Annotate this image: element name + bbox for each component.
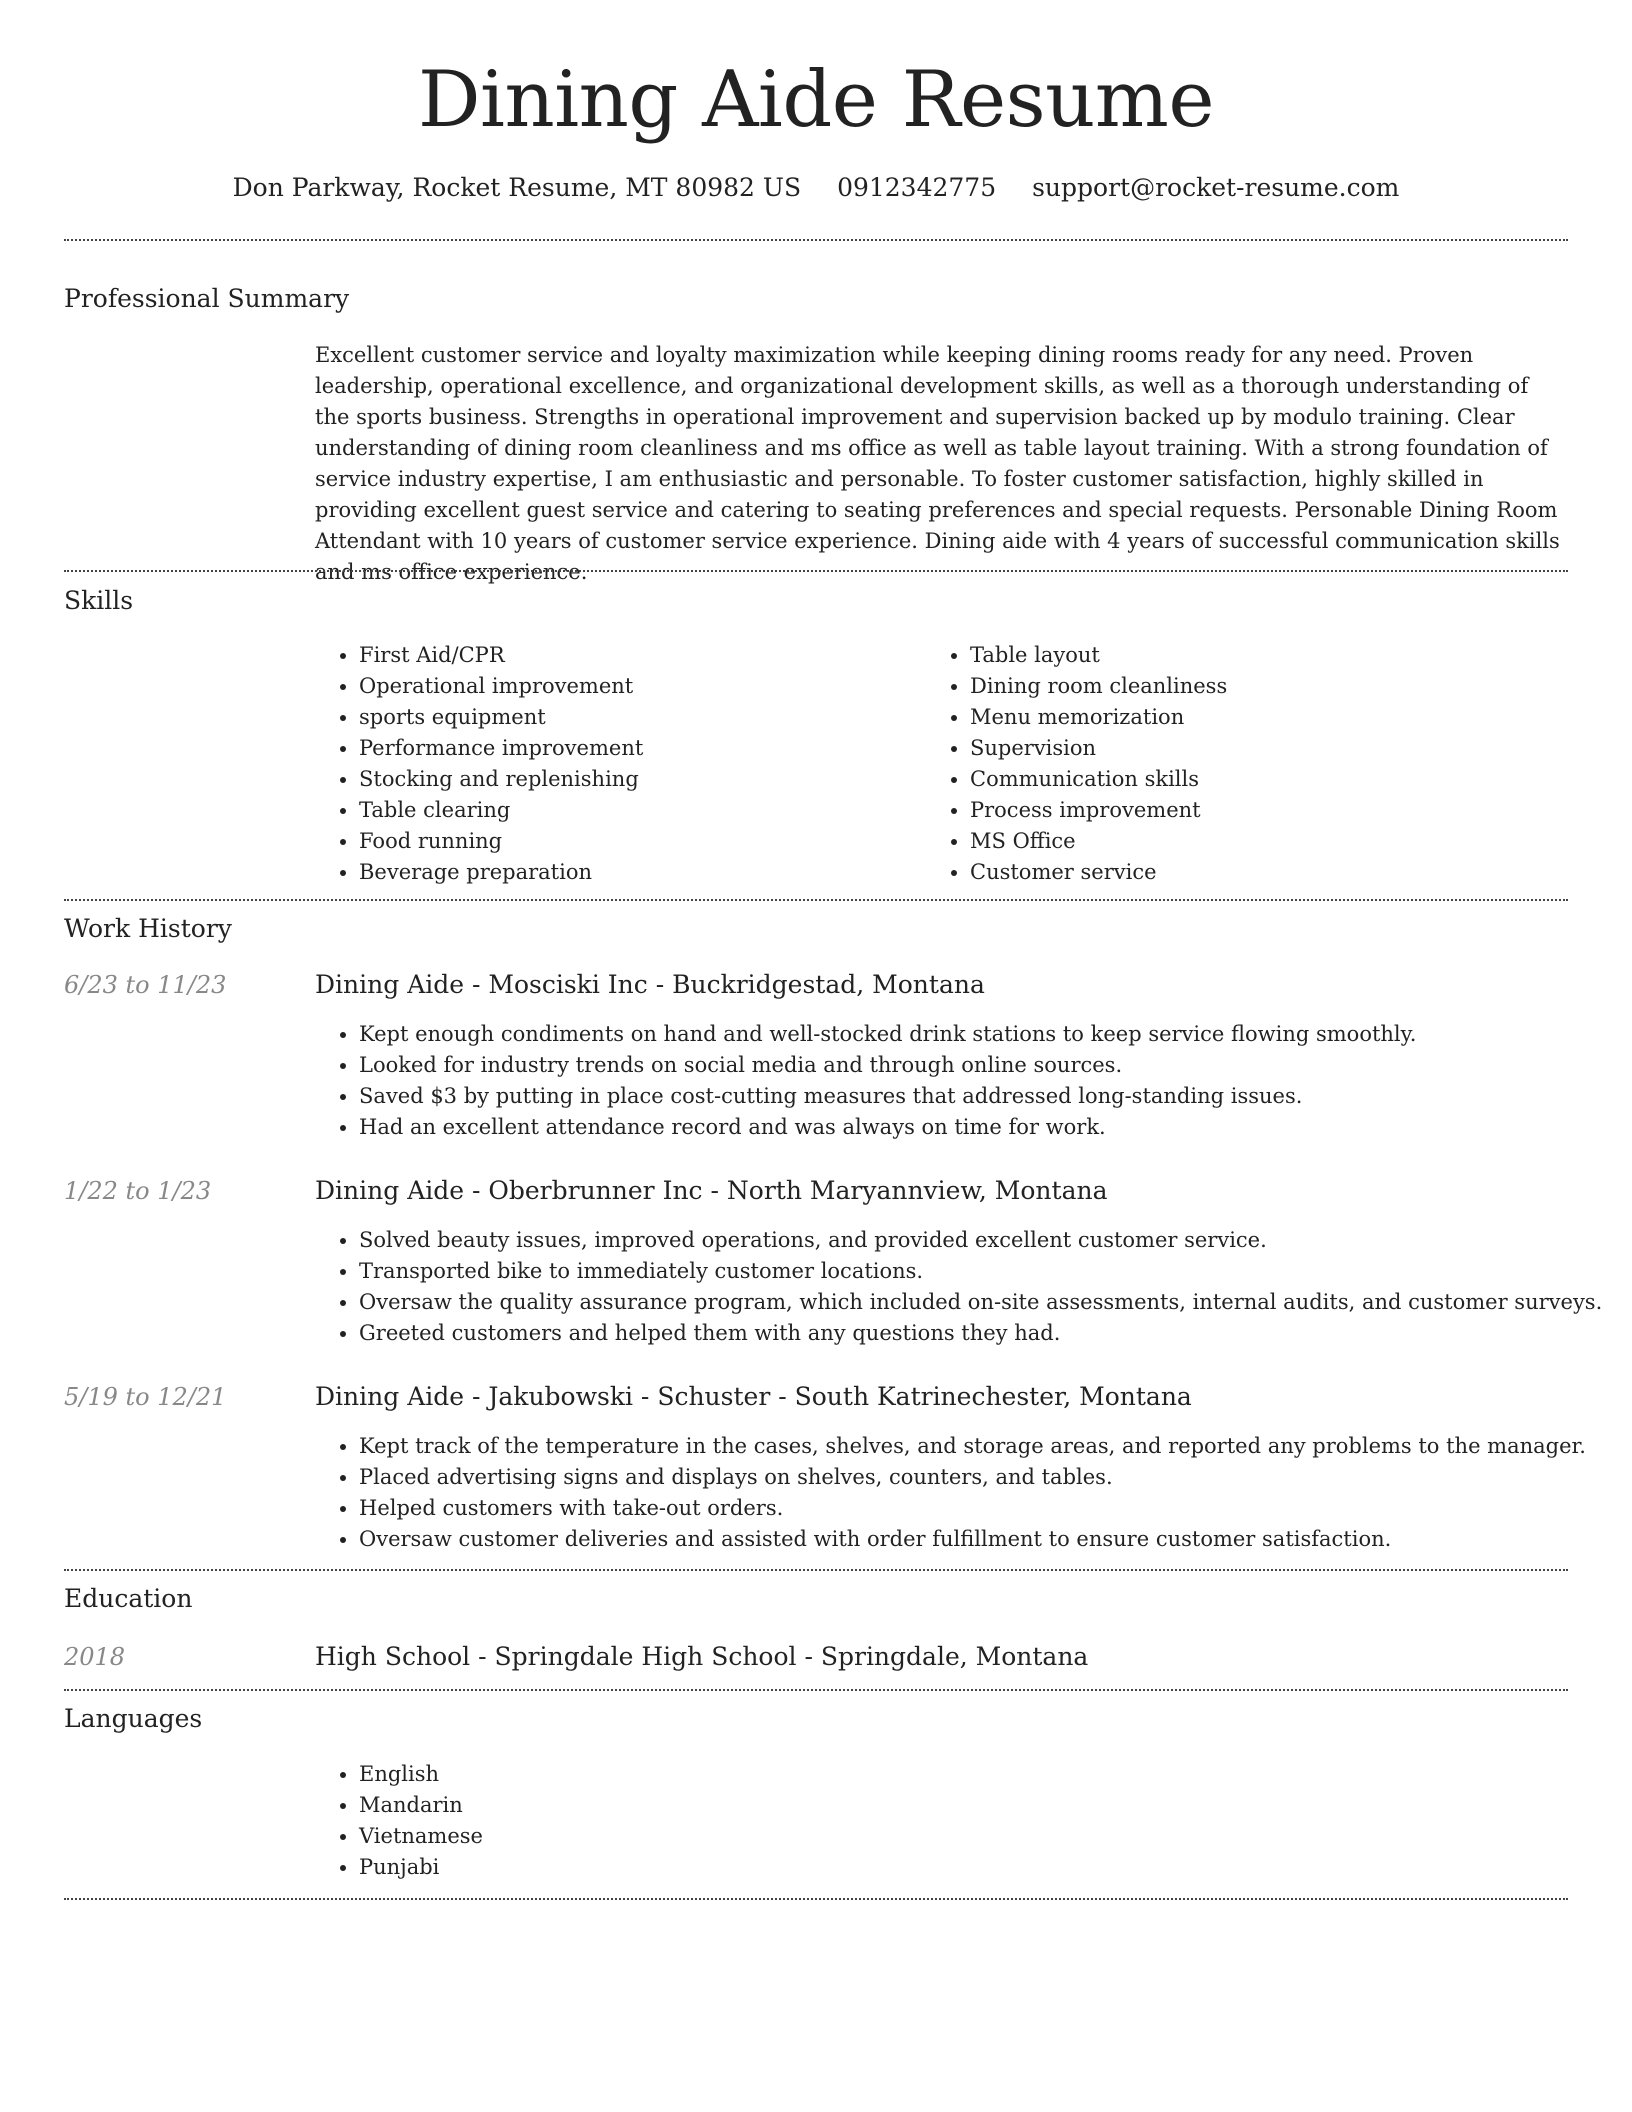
job-bullet: • Placed advertising signs and displays on shelves, counters, and tables. (359, 1462, 1609, 1493)
skill-item: • Operational improvement (359, 671, 919, 702)
divider (64, 239, 1568, 241)
contact-line (0, 170, 1632, 206)
job-bullet: • Helped customers with take-out orders. (359, 1493, 1609, 1524)
job-bullets (315, 1019, 1609, 1143)
language-item: • Punjabi (359, 1852, 959, 1883)
skill-item: • Customer service (970, 857, 1570, 888)
skill-item: • Process improvement (970, 795, 1570, 826)
divider (64, 1898, 1568, 1900)
education-title: High School - Springdale High School - Springdale, Montana (315, 1642, 1089, 1671)
job-bullet: • Had an excellent attendance record and was always on time for work. (359, 1112, 1609, 1143)
skill-item: • Food running (359, 826, 919, 857)
summary-heading: Professional Summary (64, 284, 350, 313)
skill-item: • Dining room cleanliness (970, 671, 1570, 702)
job-dates: 5/19 to 12/21 (64, 1383, 227, 1411)
skills-heading: Skills (64, 586, 134, 615)
job-bullets (315, 1431, 1609, 1555)
contact-email: support@rocket-resume.com (1032, 173, 1400, 202)
job-bullet: • Solved beauty issues, improved operations, and provided excellent customer service. (359, 1225, 1609, 1256)
job-bullet: • Oversaw the quality assurance program, which included on-site assessments, internal audits, and customer surveys. (359, 1287, 1609, 1318)
skill-item: • Communication skills (970, 764, 1570, 795)
skill-item: • Performance improvement (359, 733, 919, 764)
job-title: Dining Aide - Oberbrunner Inc - North Maryannview, Montana (315, 1176, 1108, 1205)
job-title: Dining Aide - Mosciski Inc - Buckridgestad, Montana (315, 970, 985, 999)
language-item: • Vietnamese (359, 1821, 959, 1852)
summary-text: Excellent customer service and loyalty maximization while keeping dining rooms ready for any need. Proven leadership, operational excellence, and organizational development skills, as well as a thorough understanding of the sports business. Strengths in operational improvement and supervision backed up by modulo training. Clear understanding of dining room cleanliness and ms office as well as table layout training. With a strong foundation of service industry expertise, I am enthusiastic and personable. To foster customer satisfaction, highly skilled in providing excellent guest service and catering to seating preferences and special requests. Personable Dining Room Attendant with 10 years of customer service experience. Dining aide with 4 years of successful communication skills and ms office experience. (315, 343, 1560, 584)
language-item: • English (359, 1759, 959, 1790)
skill-item: • First Aid/CPR (359, 640, 919, 671)
education-year: 2018 (64, 1643, 126, 1671)
skill-item: • Stocking and replenishing (359, 764, 919, 795)
skill-item: • MS Office (970, 826, 1570, 857)
skill-item: • Menu memorization (970, 702, 1570, 733)
job-bullet: • Oversaw customer deliveries and assisted with order fulfillment to ensure customer satisfaction. (359, 1524, 1609, 1555)
skill-item: • Supervision (970, 733, 1570, 764)
education-heading: Education (64, 1584, 193, 1613)
languages-list (315, 1759, 959, 1883)
contact-phone: 0912342775 (837, 173, 997, 202)
job-bullet: • Saved $3 by putting in place cost-cutting measures that addressed long-standing issues. (359, 1081, 1609, 1112)
skill-item: • sports equipment (359, 702, 919, 733)
language-item: • Mandarin (359, 1790, 959, 1821)
languages-heading: Languages (64, 1704, 203, 1733)
job-bullet: • Greeted customers and helped them with any questions they had. (359, 1318, 1609, 1349)
contact-address: Don Parkway, Rocket Resume, MT 80982 US (232, 173, 802, 202)
resume-title: Dining Aide Resume (417, 55, 1215, 145)
skill-item: • Table layout (970, 640, 1570, 671)
skill-item: • Table clearing (359, 795, 919, 826)
job-bullet: • Looked for industry trends on social media and through online sources. (359, 1050, 1609, 1081)
skills-list-right (926, 640, 1570, 888)
divider (64, 1689, 1568, 1691)
job-dates: 6/23 to 11/23 (64, 971, 227, 999)
divider (64, 899, 1568, 901)
job-bullets (315, 1225, 1609, 1349)
job-dates: 1/22 to 1/23 (64, 1177, 212, 1205)
job-bullet: • Kept track of the temperature in the cases, shelves, and storage areas, and reported any problems to the manager. (359, 1431, 1609, 1462)
skill-item: • Beverage preparation (359, 857, 919, 888)
job-bullet: • Transported bike to immediately customer locations. (359, 1256, 1609, 1287)
skills-list-left (315, 640, 919, 888)
divider (64, 1569, 1568, 1571)
work-heading: Work History (64, 914, 232, 943)
job-bullet: • Kept enough condiments on hand and well-stocked drink stations to keep service flowing smoothly. (359, 1019, 1609, 1050)
divider (64, 570, 1568, 572)
job-title: Dining Aide - Jakubowski - Schuster - South Katrinechester, Montana (315, 1382, 1192, 1411)
